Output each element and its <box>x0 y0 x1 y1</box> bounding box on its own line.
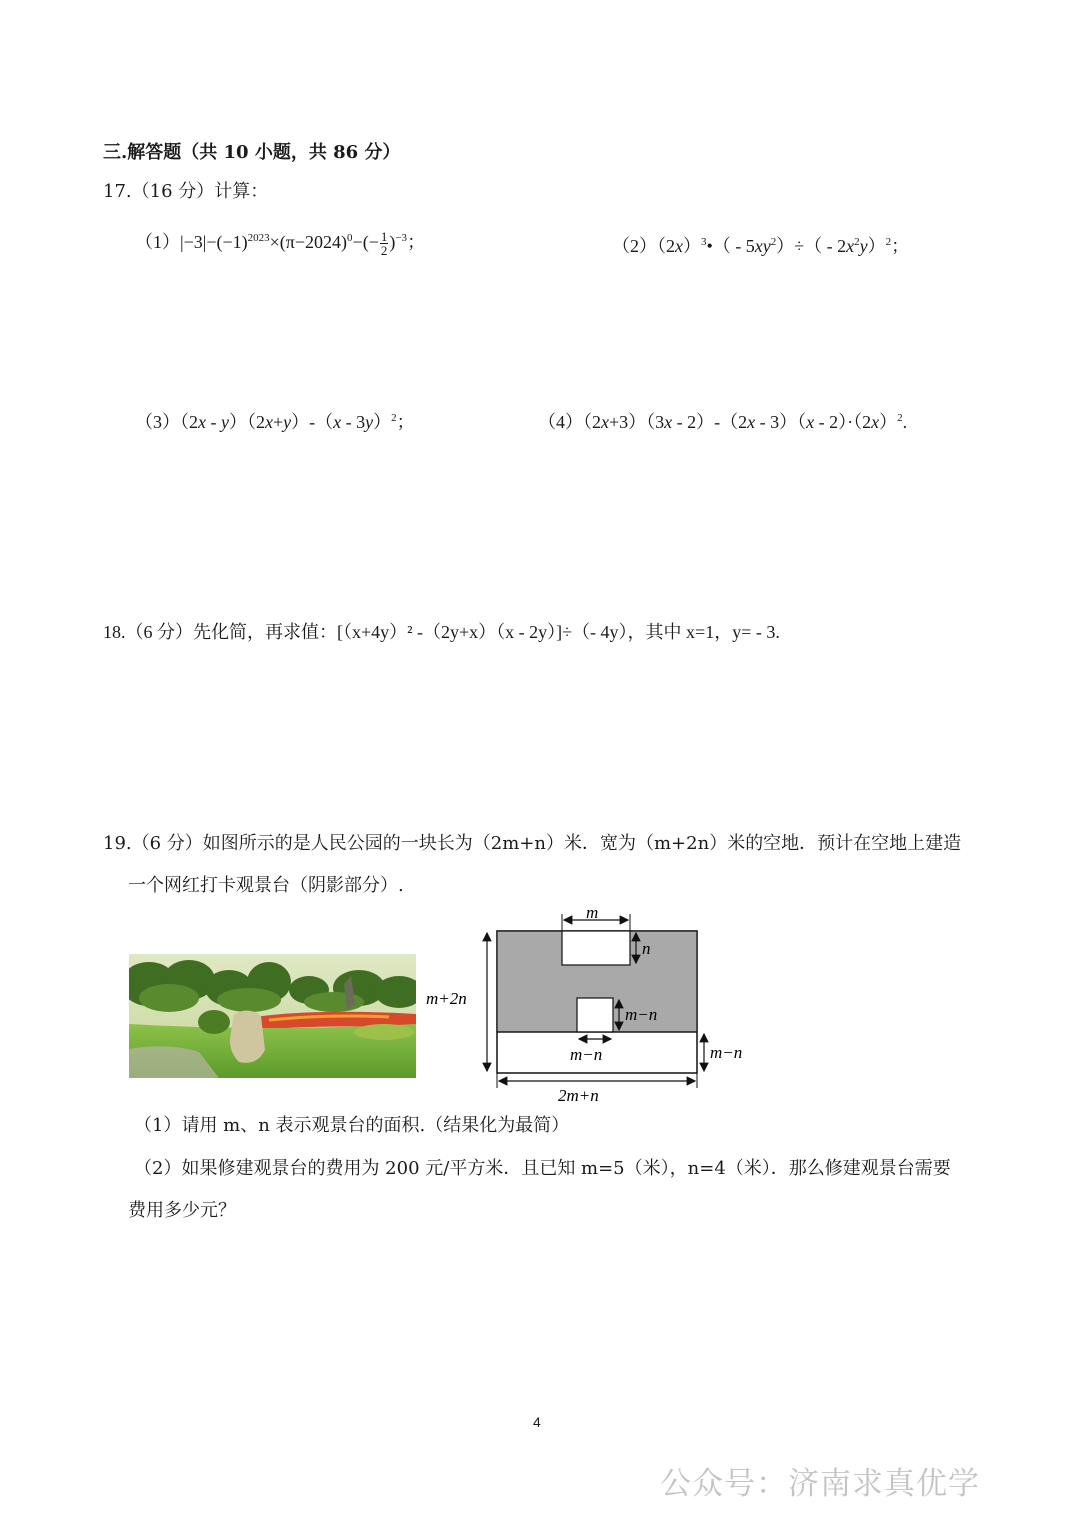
q18-text: 18.（6 分）先化简，再求值：[（x+4y）² -（2y+x）（x - 2y）]÷（- 4y），其中 x=1，y= - 3. <box>103 622 780 642</box>
diagram-label-mid-bottom: m−n <box>570 1045 603 1064</box>
page-number: 4 <box>533 1414 541 1430</box>
q19-line2: 一个网红打卡观景台（阴影部分）. <box>128 875 404 896</box>
q17-part2: $(2)(2x)^3•( - 5xy^2)\div( - 2x^2y)^2$； <box>612 236 910 256</box>
q19-sub1: （1）请用 m、n 表示观景台的面积.（结果化为最简） <box>134 1115 570 1136</box>
q17-heading: 17.（16 分）计算： <box>103 181 269 202</box>
q17-part4-label: （4） <box>538 412 583 432</box>
section-title: 三.解答题（共 10 小题，共 86 分） <box>103 142 401 163</box>
park-photo <box>129 954 416 1078</box>
q17-part3-label: （3） <box>135 412 180 432</box>
land-diagram <box>420 900 770 1110</box>
diagram-label-right-bottom: m−n <box>710 1043 743 1062</box>
q19-line1: 19.（6 分）如图所示的是人民公园的一块长为（2m+n）米．宽为（m+2n）米的空地．预计在空地上建造 <box>103 833 962 854</box>
q17-part1-label: （1） <box>135 232 180 252</box>
diagram-label-bottom: 2m+n <box>558 1086 599 1105</box>
q19-sub2-line2: 费用多少元？ <box>128 1200 236 1221</box>
q19-sub2-line1: （2）如果修建观景台的费用为 200 元/平方米．且已知 m=5（米），n=4（米）．那么修建观景台需要 <box>134 1158 951 1179</box>
q17-part3: （3）（2x - y）（2x+y）-（x - 3y）$^2$； <box>135 412 415 432</box>
q17-part1: $(1)|-3|-(-1)^{2023}\times(\pi-2024)^0-(-$ $\frac{1}{2}$ )$^{-3}$； <box>135 229 426 259</box>
q17-part2-label: （2） <box>612 236 657 256</box>
diagram-label-n: n <box>642 939 651 958</box>
diagram-label-top: m <box>586 903 599 922</box>
diagram-label-mid-right: m−n <box>625 1005 658 1024</box>
watermark: 公众号：济南求真优学 <box>660 1466 980 1502</box>
q17-part4: $(4)(2x+3)(3x - 2)-(2x - 3)(x - 2)\cdot(2x)^2$. <box>538 412 908 432</box>
diagram-label-left: m+2n <box>426 989 467 1008</box>
